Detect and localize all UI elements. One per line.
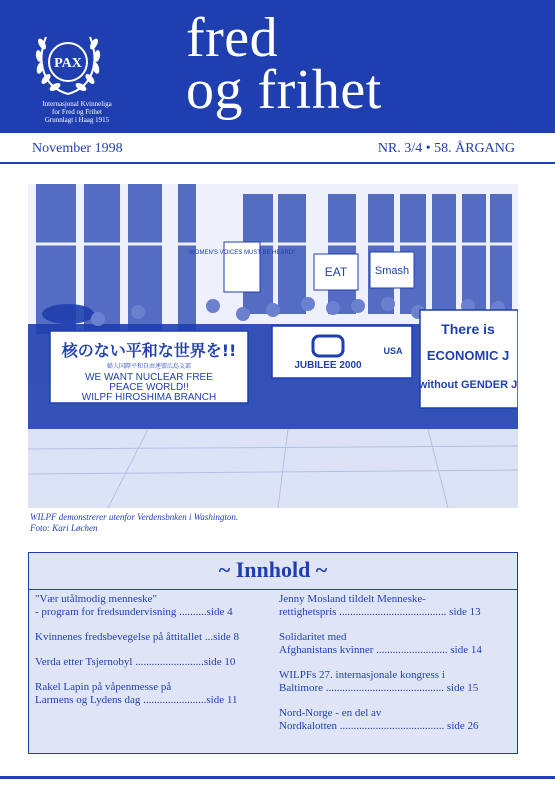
toc-entry[interactable]: [279, 631, 509, 657]
toc-entry[interactable]: [279, 707, 509, 733]
toc-left-column: [35, 593, 271, 719]
banner-japanese-small: 婦人国際平和自由連盟広島支部: [106, 363, 192, 370]
toc-entry[interactable]: [279, 669, 509, 695]
toc-entry-line: - program for fredsundervisning ..........side 4: [35, 606, 233, 618]
toc-entry-line: Verda etter Tsjernobyl .........................side 10: [35, 656, 236, 668]
photo-caption: [30, 512, 238, 534]
banner-japanese: 核のない平和な世界を!!: [61, 341, 237, 360]
masthead-band: [0, 0, 555, 133]
banner-line-3: WILPF HIROSHIMA BRANCH: [81, 392, 217, 403]
toc-entry-line: WILPFs 27. internasjonale kongress i: [279, 669, 445, 681]
issue-number: NR. 3/4 • 58. ÅRGANG: [377, 141, 515, 156]
toc-entry[interactable]: [35, 631, 271, 644]
toc-entry-line: rettighetspris ....................................... side 13: [279, 606, 481, 618]
pax-logo: [18, 22, 118, 102]
toc-entry-line: "Vær utålmodig menneske": [35, 593, 158, 605]
economic-line-1: There is: [441, 321, 495, 337]
table-of-contents: [28, 552, 518, 754]
toc-entry-line: Larmens og Lydens dag .......................side 11: [35, 694, 238, 706]
economic-line-2: ECONOMIC J: [426, 348, 510, 363]
usa-text: USA: [383, 346, 403, 356]
toc-entry[interactable]: [279, 593, 509, 619]
caption-line-1: WILPF demonstrerer utenfor Verdensbnken i Washington.: [30, 512, 239, 522]
toc-divider: [29, 589, 517, 590]
toc-right-column: [279, 593, 509, 745]
sign-women-text: WOMEN'S VOICES MUST BE HEARD!: [189, 250, 295, 256]
org-line: Internasjonal Kvinneliga: [42, 100, 112, 108]
cover-photo: [28, 184, 518, 508]
toc-entry-line: Kvinnenes fredsbevegelse på åttitallet ...side 8: [35, 631, 240, 643]
toc-entry[interactable]: [35, 593, 271, 619]
issue-date: November 1998: [32, 141, 123, 156]
title-line-1: fred: [186, 7, 279, 69]
caption-credit: Foto: Kari Løchen: [30, 523, 98, 533]
toc-entry[interactable]: [35, 681, 271, 707]
footer-rule: [0, 776, 555, 779]
toc-entry-line: Nord-Norge - en del av: [279, 707, 382, 719]
toc-title: ~ Innhold ~: [218, 557, 328, 582]
toc-entry-line: Baltimore ........................................... side 15: [279, 682, 479, 694]
banner-line-2: PEACE WORLD!!: [109, 382, 189, 393]
magazine-title: [186, 7, 382, 121]
banner-line-1: WE WANT NUCLEAR FREE: [85, 372, 213, 383]
toc-entry-line: Rakel Lapin på våpenmesse på: [35, 681, 172, 693]
org-name: [22, 100, 132, 124]
sign-eat-text: EAT: [324, 265, 348, 279]
jubilee-text: JUBILEE 2000: [294, 360, 362, 371]
header-rule: [0, 162, 555, 164]
economic-line-3: without GENDER J: [418, 379, 518, 391]
toc-entry-line: Jenny Mosland tildelt Menneske-: [279, 593, 426, 605]
toc-entry-line: Afghanistans kvinner .......................... side 14: [279, 644, 482, 656]
org-line: for Fred og Frihet: [52, 108, 102, 116]
title-line-2: og frihet: [186, 59, 382, 121]
toc-entry-line: Nordkalotten ...................................... side 26: [279, 720, 479, 732]
org-line: Grunnlagt i Haag 1915: [44, 116, 110, 124]
laurel-wreath-icon: [28, 22, 108, 102]
sign-smash-text: Smash: [374, 265, 410, 277]
logo-text: PAX: [54, 56, 82, 71]
toc-entry-line: Solidaritet med: [279, 631, 347, 643]
toc-entry[interactable]: [35, 656, 271, 669]
